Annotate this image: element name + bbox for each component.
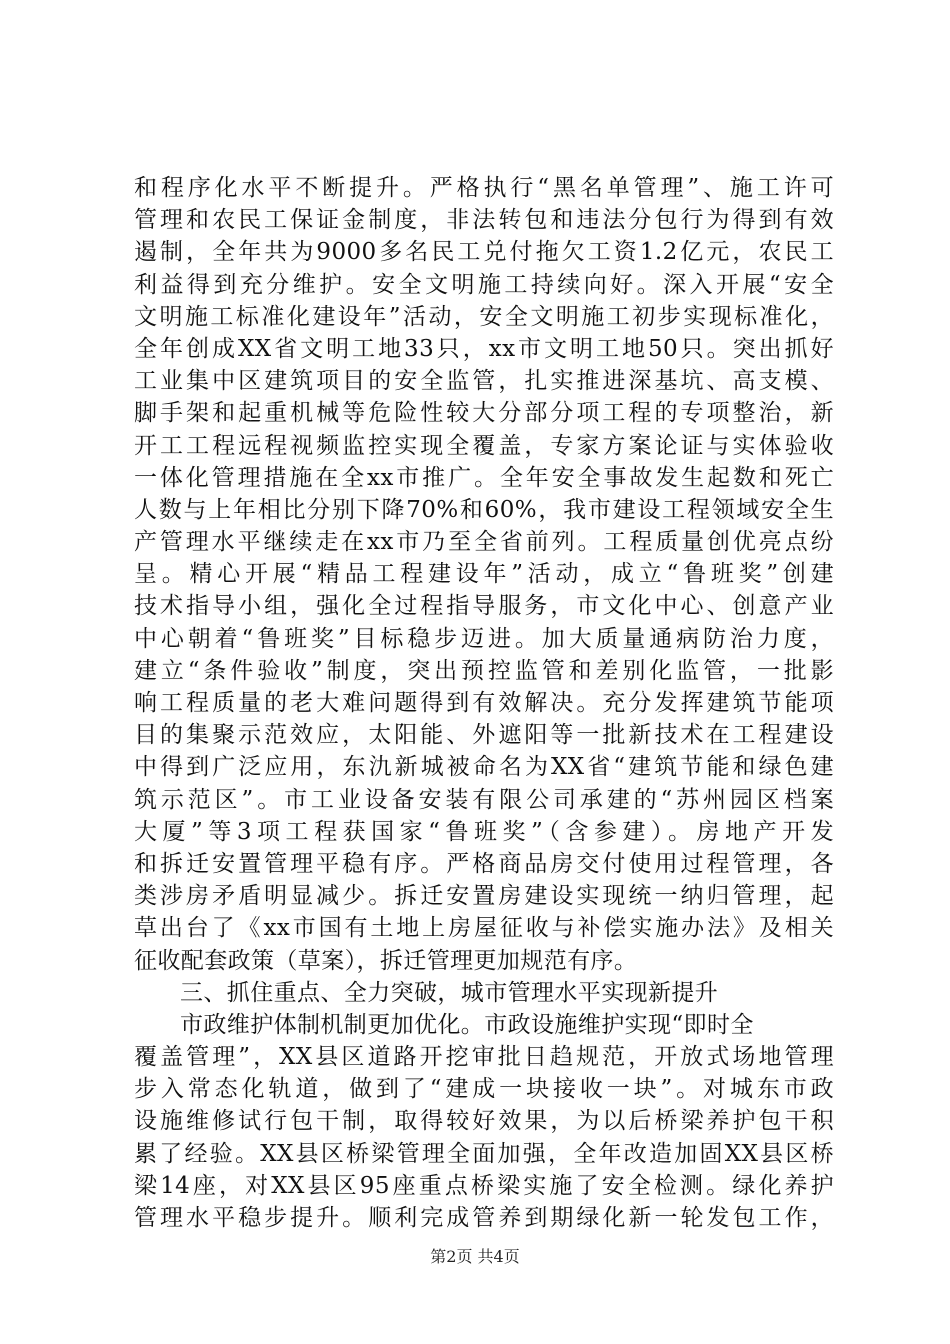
text-line: 大厦”等3项工程获国家“鲁班奖”（含参建）。房地产开发 — [134, 818, 834, 845]
text-line: 和拆迁安置管理平稳有序。严格商品房交付使用过程管理，各 — [134, 850, 834, 877]
text-line: 产管理水平继续走在xx市乃至全省前列。工程质量创优亮点纷 — [134, 529, 834, 556]
text-line: 目的集聚示范效应，太阳能、外遮阳等一批新技术在工程建设 — [134, 722, 834, 749]
text-line: 筑示范区”。市工业设备安装有限公司承建的“苏州园区档案 — [134, 786, 834, 813]
text-line: 步入常态化轨道，做到了“建成一块接收一块”。对城东市政 — [134, 1076, 834, 1103]
text-line: 脚手架和起重机械等危险性较大分部分项工程的专项整治，新 — [134, 400, 834, 427]
text-line: 中心朝着“鲁班奖”目标稳步迈进。加大质量通病防治力度， — [134, 625, 834, 652]
section-heading: 三、抓住重点、全力突破，城市管理水平实现新提升 — [180, 979, 719, 1006]
text-line: 开工工程远程视频监控实现全覆盖，专家方案论证与实体验收 — [134, 432, 834, 459]
page-number-label: 第2页 共4页 — [430, 1247, 520, 1266]
text-line: 征收配套政策（草案），拆迁管理更加规范有序。 — [134, 947, 638, 974]
text-line: 利益得到充分维护。安全文明施工持续向好。深入开展“安全 — [134, 271, 834, 298]
page-footer — [0, 1247, 950, 1267]
text-line: 一体化管理措施在全xx市推广。全年安全事故发生起数和死亡 — [134, 464, 834, 491]
text-line: 建立“条件验收”制度，突出预控监管和差别化监管，一批影 — [134, 657, 834, 684]
text-line: 梁14座，对XX县区95座重点桥梁实施了安全检测。绿化养护 — [134, 1172, 834, 1199]
text-line: 技术指导小组，强化全过程指导服务，市文化中心、创意产业 — [134, 593, 834, 620]
text-line: 草出台了《xx市国有土地上房屋征收与补偿实施办法》及相关 — [134, 915, 834, 942]
text-line: 呈。精心开展“精品工程建设年”活动，成立“鲁班奖”创建 — [134, 561, 834, 588]
text-line: 类涉房矛盾明显减少。拆迁安置房建设实现统一纳归管理，起 — [134, 883, 834, 910]
text-line: 响工程质量的老大难问题得到有效解决。充分发挥建筑节能项 — [134, 690, 834, 716]
text-line: 管理和农民工保证金制度，非法转包和违法分包行为得到有效 — [134, 207, 834, 234]
text-line: 累了经验。XX县区桥梁管理全面加强，全年改造加固XX县区桥 — [134, 1140, 834, 1167]
text-line: 工业集中区建筑项目的安全监管，扎实推进深基坑、高支模、 — [134, 368, 834, 395]
text-line: 设施维修试行包干制，取得较好效果，为以后桥梁养护包干积 — [134, 1108, 834, 1135]
text-line: 管理水平稳步提升。顺利完成管养到期绿化新一轮发包工作， — [134, 1205, 834, 1231]
document-body — [134, 172, 834, 1234]
text-line: 文明施工标准化建设年”活动，安全文明施工初步实现标准化， — [134, 303, 834, 330]
text-line: 全年创成XX省文明工地33只，xx市文明工地50只。突出抓好 — [134, 335, 834, 362]
text-line: 市政维护体制机制更加优化。市政设施维护实现“即时全 — [180, 1011, 754, 1038]
text-line: 中得到广泛应用，东氿新城被命名为XX省“建筑节能和绿色建 — [134, 754, 834, 781]
text-line: 覆盖管理”，XX县区道路开挖审批日趋规范，开放式场地管理 — [134, 1044, 834, 1071]
text-line: 遏制，全年共为9000多名民工兑付拖欠工资1.2亿元，农民工 — [134, 239, 834, 266]
text-line: 和程序化水平不断提升。严格执行“黑名单管理”、施工许可 — [134, 175, 834, 201]
text-line: 人数与上年相比分别下降70%和60%，我市建设工程领域安全生 — [134, 496, 834, 523]
